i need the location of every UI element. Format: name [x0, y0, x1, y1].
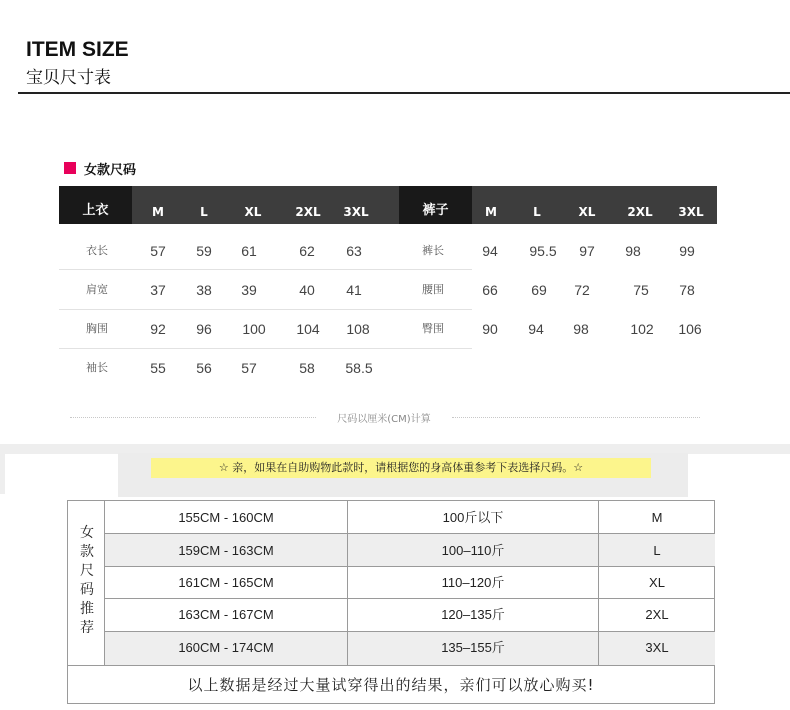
table-cell: 57 [150, 243, 166, 259]
row-label: 袖长 [86, 361, 108, 374]
table-cell: 90 [482, 321, 498, 337]
table-cell: 55 [150, 360, 166, 376]
size-cell: 3XL [645, 640, 669, 655]
pants-header-label: 裤子 [422, 203, 449, 218]
dotted-divider-left [70, 417, 316, 418]
table-cell: 78 [679, 282, 695, 298]
size-cell: M [651, 510, 663, 525]
separator-edge [0, 454, 5, 494]
table-cell: 58 [299, 360, 315, 376]
top-size-m: M [152, 205, 164, 219]
table-cell: 95.5 [529, 243, 557, 259]
table-cell: 63 [346, 243, 362, 259]
table-cell: 98 [573, 321, 589, 337]
table-cell: 66 [482, 282, 498, 298]
pants-size-l: L [533, 205, 541, 219]
top-size-l: L [200, 205, 208, 219]
table-cell: 62 [299, 243, 315, 259]
table-cell: 108 [346, 321, 370, 337]
table-cell: 94 [528, 321, 544, 337]
table-cell: 94 [482, 243, 498, 259]
row-label: 衣长 [86, 244, 108, 257]
unit-note: 尺码以厘米(CM)计算 [337, 414, 431, 425]
size-cell: L [653, 543, 661, 558]
table-cell: 100 [242, 321, 266, 337]
height-cell: 159CM - 163CM [178, 543, 274, 558]
weight-cell: 100–110斤 [441, 543, 505, 558]
row-divider [384, 309, 472, 310]
pants-size-m: M [485, 205, 497, 219]
header-rule [18, 92, 790, 94]
section-marker-square [64, 162, 76, 174]
weight-cell: 120–135斤 [441, 607, 505, 622]
size-cell: 2XL [645, 607, 669, 622]
table-cell: 37 [150, 282, 166, 298]
table-cell: 92 [150, 321, 166, 337]
dotted-divider-right [452, 417, 700, 418]
notice-banner: ☆ 亲，如果在自助购物此款时，请根据您的身高体重参考下表选择尺码。☆ [151, 458, 651, 478]
item-size-subtitle: 宝贝尺寸表 [26, 68, 111, 88]
section-title: 女款尺码 [84, 163, 137, 178]
table-cell: 38 [196, 282, 212, 298]
table-cell: 40 [299, 282, 315, 298]
table-cell: 104 [296, 321, 320, 337]
row-label: 裤长 [422, 244, 444, 257]
table-cell: 72 [574, 282, 590, 298]
table-cell: 61 [241, 243, 257, 259]
height-cell: 161CM - 165CM [178, 575, 274, 590]
top-header-label: 上衣 [82, 203, 109, 218]
row-label: 肩宽 [86, 283, 108, 296]
table-cell: 59 [196, 243, 212, 259]
recommend-footer: 以上数据是经过大量试穿得出的结果，亲们可以放心购买! [187, 676, 595, 694]
table-cell: 69 [531, 282, 547, 298]
table-cell: 97 [579, 243, 595, 259]
recommend-label: 女款尺码推荐 [80, 525, 94, 636]
table-cell: 41 [346, 282, 362, 298]
table-cell: 106 [678, 321, 702, 337]
table-cell: 57 [241, 360, 257, 376]
table-cell: 99 [679, 243, 695, 259]
table-cell: 98 [625, 243, 641, 259]
pants-size-xl: XL [578, 205, 596, 219]
pants-size-2xl: 2XL [627, 205, 653, 219]
table-cell: 96 [196, 321, 212, 337]
top-size-xl: XL [244, 205, 262, 219]
row-divider [384, 269, 472, 270]
item-size-title: ITEM SIZE [26, 38, 129, 61]
pants-size-3xl: 3XL [678, 205, 704, 219]
top-size-3xl: 3XL [343, 205, 369, 219]
height-cell: 160CM - 174CM [178, 640, 274, 655]
row-label: 胸围 [86, 322, 108, 335]
table-cell: 58.5 [345, 360, 373, 376]
row-label: 腰围 [422, 283, 444, 296]
weight-cell: 110–120斤 [441, 575, 505, 590]
size-cell: XL [649, 575, 665, 590]
height-cell: 155CM - 160CM [178, 510, 274, 525]
top-size-2xl: 2XL [295, 205, 321, 219]
height-cell: 163CM - 167CM [178, 607, 274, 622]
table-cell: 56 [196, 360, 212, 376]
table-cell: 39 [241, 282, 257, 298]
weight-cell: 135–155斤 [441, 640, 505, 655]
table-cell: 102 [630, 321, 654, 337]
row-divider [384, 348, 472, 349]
weight-cell: 100斤以下 [442, 510, 504, 525]
table-cell: 75 [633, 282, 649, 298]
row-label: 臀围 [422, 322, 444, 335]
